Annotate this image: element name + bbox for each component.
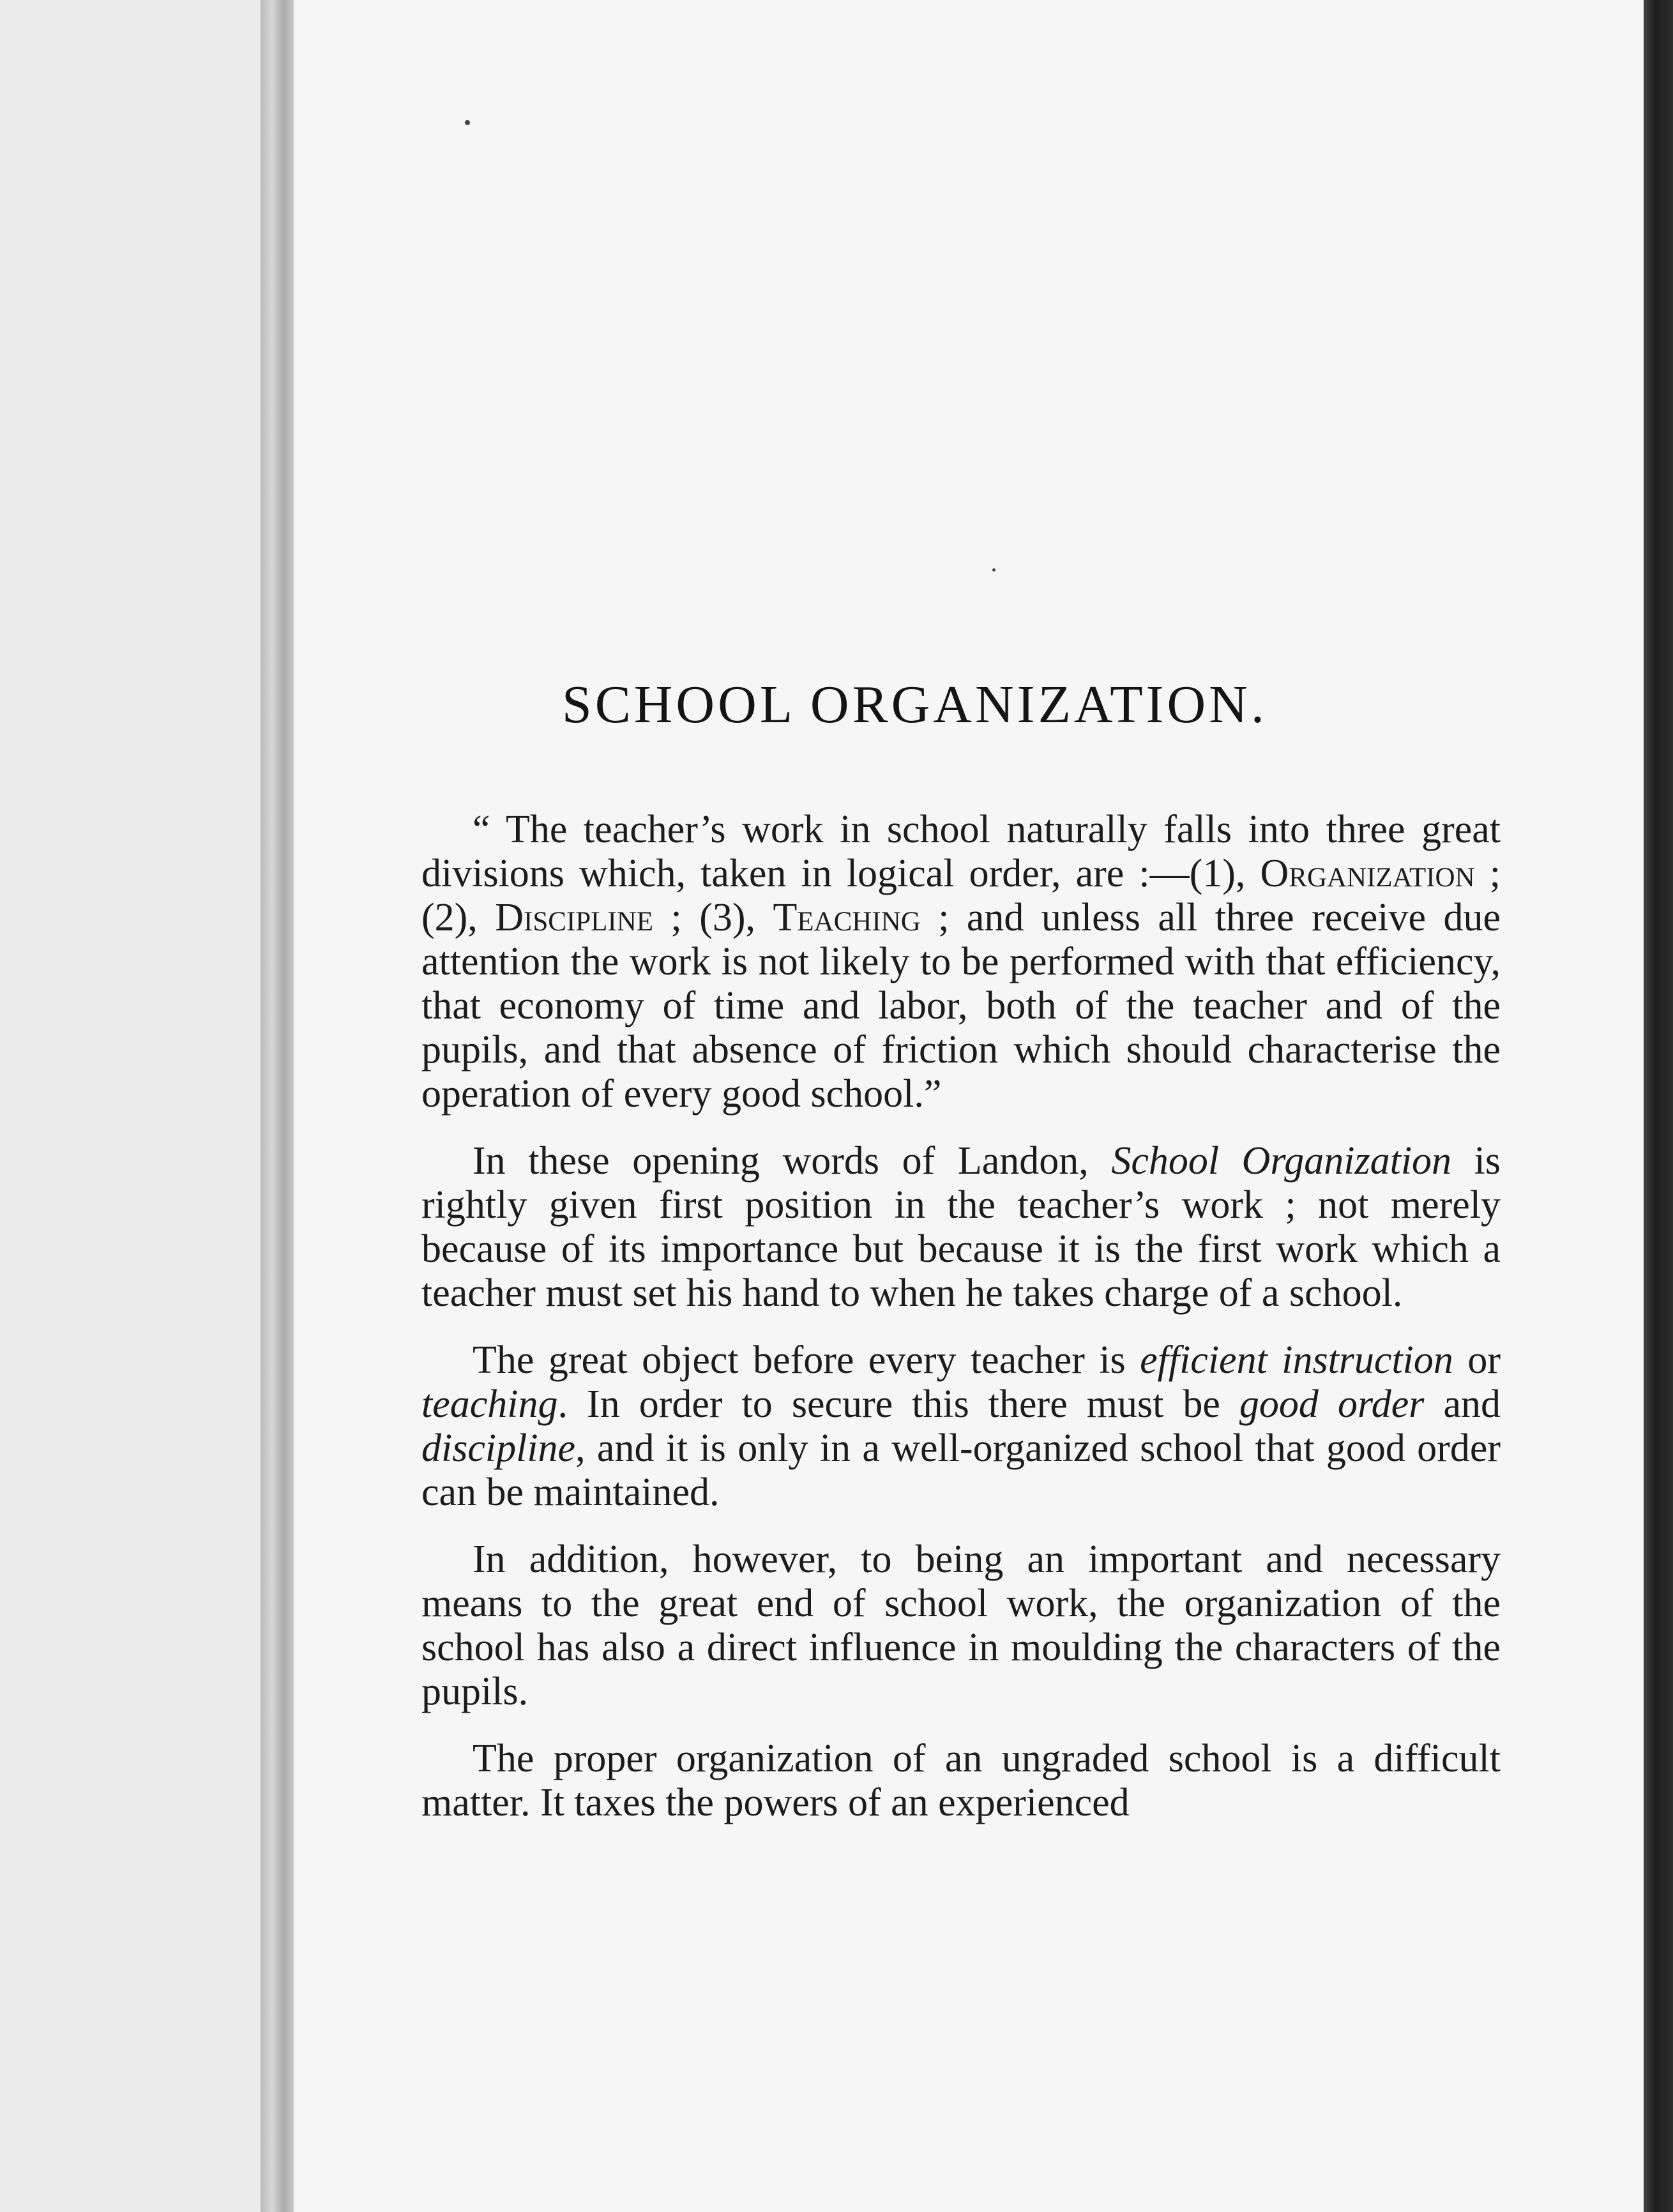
text-run: “ The teacher’s work in school naturally falls into three great divisions which, taken in logical order, are :—(1), [421, 808, 1501, 895]
italic-run: discipline [421, 1427, 576, 1470]
paragraph [421, 1737, 1501, 1825]
text-run: ; (3), [653, 896, 773, 939]
italic-run: efficient instruction [1140, 1338, 1453, 1382]
text-run: , and it is only in a well-organized school that good order can be maintained. [421, 1427, 1501, 1514]
italic-run: teaching [421, 1382, 558, 1426]
small-caps-run: Organization [1260, 852, 1475, 895]
text-run: In these opening words of Landon, [473, 1139, 1112, 1183]
text-run: or [1453, 1338, 1501, 1382]
page-title: SCHOOL ORGANIZATION. [562, 675, 1268, 734]
small-caps-run: Discipline [495, 896, 654, 939]
speck-mark [992, 568, 995, 572]
paragraph [421, 808, 1501, 1116]
paragraph [421, 1338, 1501, 1515]
speck-mark [465, 120, 470, 125]
text-run: The great object before every teacher is [473, 1338, 1140, 1382]
text-run: ; (2), [421, 852, 1501, 939]
text-run: ; and unless all three receive due attention the work is not likely to be performed with that efficiency, that economy of time and labor, both of the teacher and of the pupils, and that absence of friction which should characterise the operation of every good school.” [421, 896, 1501, 1116]
text-run: and [1424, 1382, 1501, 1426]
paragraph [421, 1139, 1501, 1315]
book-gutter [261, 0, 294, 2212]
small-caps-run: Teaching [773, 896, 921, 939]
text-run: is rightly given first position in the teacher’s work ; not merely because of its importance but because it is the first work which a teacher must set his hand to when he takes charge of a school. [421, 1139, 1501, 1315]
text-run: The proper organization of an ungraded school is a difficult matter. It taxes the powers of an experienced [421, 1737, 1501, 1824]
italic-run: School Organization [1111, 1139, 1452, 1183]
text-run: . In order to secure this there must be [557, 1382, 1239, 1426]
page-edge-shadow [1644, 0, 1673, 2212]
text-run: In addition, however, to being an important and necessary means to the great end of school work, the organization of the school has also a direct influence in moulding the characters of the pupils. [421, 1538, 1501, 1713]
paragraph [421, 1538, 1501, 1714]
body-text [421, 808, 1501, 1848]
italic-run: good order [1239, 1382, 1425, 1426]
blank-left-page [0, 0, 261, 2212]
